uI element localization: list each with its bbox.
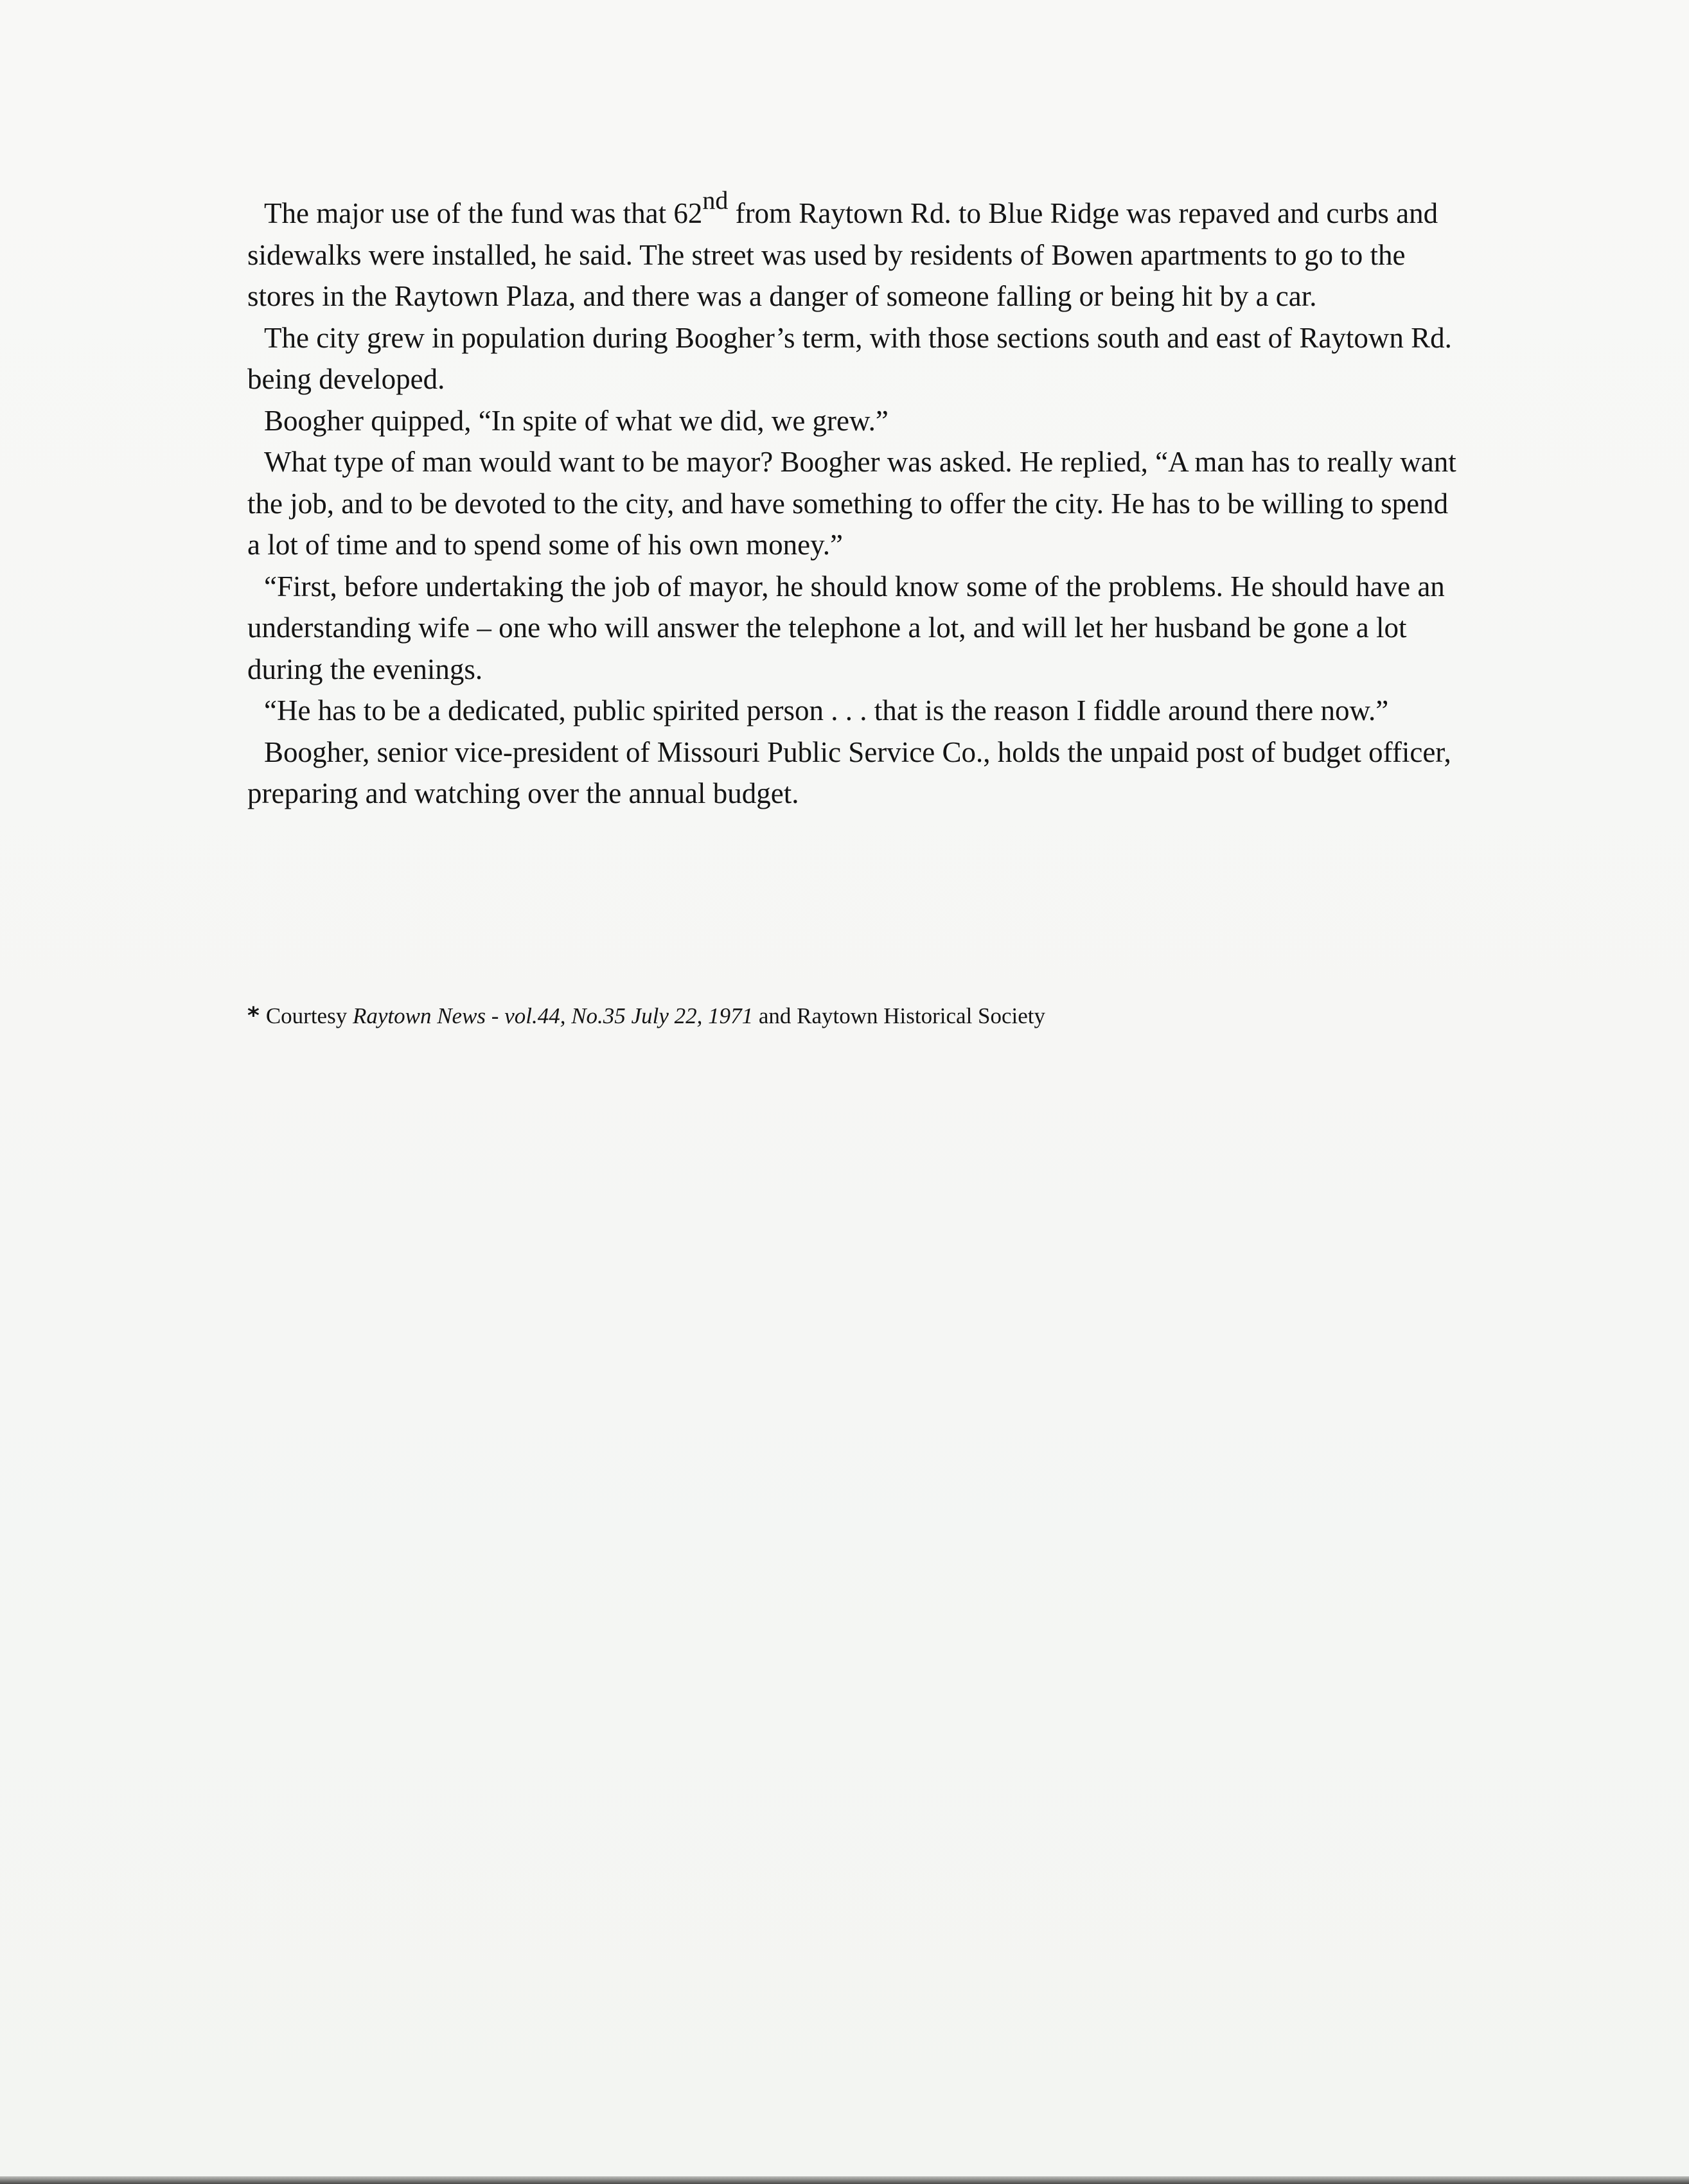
footnote-suffix: and Raytown Historical Society bbox=[758, 1003, 1046, 1028]
paragraph-6: “He has to be a dedicated, public spirited person . . . that is the reason I fiddle around there now.” bbox=[264, 694, 1389, 727]
paragraph-5: “First, before undertaking the job of mayor, he should know some of the problems. He should have an understanding wife – one who will answer the telephone a lot, and will let her husband be gone a lot during the evenings. bbox=[247, 570, 1445, 685]
page-bottom-edge bbox=[0, 2176, 1689, 2184]
paragraph-1 bbox=[247, 186, 1468, 317]
paragraph-7: Boogher, senior vice-president of Missouri Public Service Co., holds the unpaid post of budget officer, preparing and watching over the annual budget. bbox=[247, 735, 1451, 809]
paragraph-4: What type of man would want to be mayor? Boogher was asked. He replied, “A man has to really want the job, and to be devoted to the city, and have something to offer the city. He has to be willing to spend a lot of time and to spend some of his own money.” bbox=[247, 446, 1456, 561]
paragraph-2: The city grew in population during Boogher’s term, with those sections south and east of Raytown Rd. being developed. bbox=[247, 321, 1452, 395]
paragraph-1-start: The major use of the fund was that 62 bbox=[264, 197, 703, 229]
footnote-prefix: Courtesy bbox=[265, 1003, 348, 1028]
footnote-marker: * bbox=[247, 1003, 260, 1029]
article-body bbox=[247, 186, 1468, 815]
footnote-source: Raytown News - vol.44, No.35 July 22, 1971 bbox=[352, 1003, 754, 1028]
paragraph-3: Boogher quipped, “In spite of what we did, we grew.” bbox=[264, 404, 889, 437]
paragraph-1-rest: from Raytown Rd. to Blue Ridge was repaved and curbs and sidewalks were installed, he said. The street was used by residents of Bowen apartments to go to the stores in the Raytown Plaza, and there was a danger of someone falling or being hit by a car. bbox=[247, 197, 1438, 312]
ordinal-suffix: nd bbox=[702, 186, 729, 215]
source-footnote bbox=[247, 1002, 1045, 1030]
